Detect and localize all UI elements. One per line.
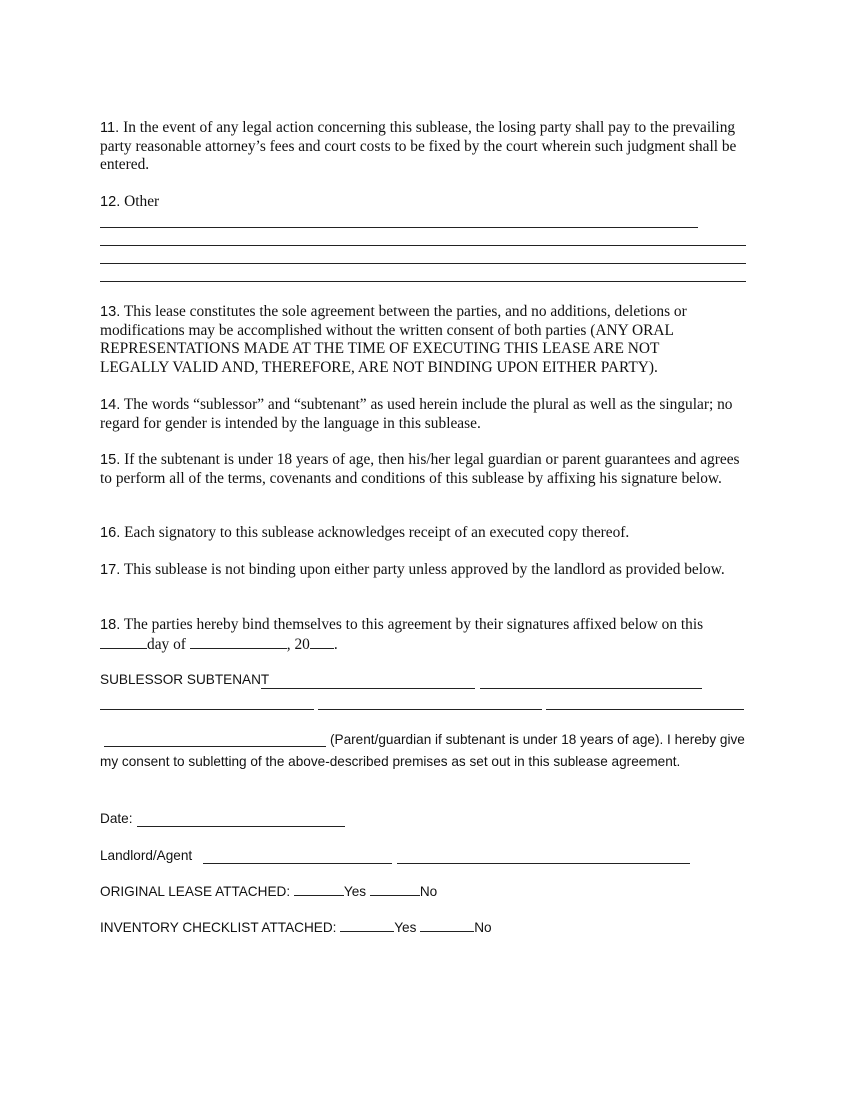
guardian-text: (Parent/guardian if subtenant is under 18 years of age). I hereby give my consent to subletting of the above-described premises as set out in this sublease agreement. — [100, 732, 745, 769]
clause-13 — [100, 303, 730, 377]
other-line-3[interactable] — [100, 263, 746, 264]
subtenant-signature-line[interactable] — [480, 688, 702, 689]
no-label: No — [419, 884, 438, 899]
signature-line-3[interactable] — [546, 709, 744, 710]
clause-text: Other — [120, 193, 160, 210]
clause-number: 18. — [100, 617, 121, 633]
no-label: No — [474, 920, 492, 935]
inventory-no-blank[interactable] — [420, 918, 474, 932]
day-of-text: day of — [147, 636, 186, 653]
clause-14 — [100, 396, 760, 433]
clause-text: If the subtenant is under 18 years of age, then his/her legal guardian or parent guarantees and agrees to perform all of the terms, covenants and conditions of this sublease by affixing his signature below. — [100, 451, 740, 487]
clause-11 — [100, 119, 760, 175]
clause-18 — [100, 616, 760, 635]
landlord-label: Landlord/Agent — [100, 848, 193, 863]
signature-line-1[interactable] — [100, 709, 314, 710]
original-lease-no-blank[interactable] — [370, 882, 420, 896]
clause-number: 14. — [100, 397, 121, 413]
clause-16 — [100, 524, 760, 543]
clause-17 — [100, 561, 760, 580]
sublessor-subtenant-label: SUBLESSOR SUBTENANT — [100, 672, 270, 687]
original-lease-label: ORIGINAL LEASE ATTACHED: — [100, 884, 291, 899]
clause-18-date-line — [100, 635, 760, 655]
yes-label: Yes — [343, 884, 367, 899]
landlord-name-line[interactable] — [397, 863, 690, 864]
clause-text: This sublease is not binding upon either party unless approved by the landlord as provided below. — [120, 561, 725, 578]
signature-line-2[interactable] — [318, 709, 542, 710]
clause-number: 16. — [100, 525, 121, 541]
clause-text: The parties hereby bind themselves to this agreement by their signatures affixed below on this — [120, 616, 704, 633]
guardian-consent — [100, 729, 752, 773]
date-label: Date: — [100, 811, 133, 826]
other-line-4[interactable] — [100, 281, 746, 282]
clause-number: 17. — [100, 562, 121, 578]
inventory-row — [100, 917, 760, 939]
landlord-signature-line[interactable] — [203, 863, 392, 864]
clause-number: 12. — [100, 194, 121, 210]
year-prefix-text: , 20 — [286, 636, 310, 653]
inventory-yes-blank[interactable] — [340, 918, 394, 932]
year-blank[interactable] — [310, 635, 334, 649]
date-line[interactable] — [137, 826, 345, 827]
clause-12 — [100, 193, 760, 212]
inventory-label: INVENTORY CHECKLIST ATTACHED: — [100, 920, 337, 935]
other-line-2[interactable] — [100, 245, 746, 246]
other-line-1[interactable] — [100, 227, 698, 228]
clause-15 — [100, 451, 750, 488]
original-lease-yes-blank[interactable] — [294, 882, 344, 896]
month-blank[interactable] — [190, 635, 287, 649]
clause-number: 11. — [100, 120, 120, 136]
clause-text: Each signatory to this sublease acknowledges receipt of an executed copy thereof. — [120, 524, 630, 541]
original-lease-row — [100, 881, 760, 903]
day-blank[interactable] — [100, 635, 147, 649]
clause-text: This lease constitutes the sole agreement between the parties, and no additions, deletions or modifications may be accomplished without the written consent of both parties (ANY ORAL REPRESENTATIONS MADE AT THE TIME OF EXECUTING THIS LEASE ARE NOT LEGALLY VALID AND, THEREFORE, ARE NOT BINDING UPON EITHER PARTY). — [100, 303, 687, 376]
sublessor-signature-line[interactable] — [261, 688, 475, 689]
clause-number: 15. — [100, 452, 121, 468]
yes-label: Yes — [394, 920, 417, 935]
clause-text: In the event of any legal action concerning this sublease, the losing party shall pay to the prevailing party reasonable attorney’s fees and court costs to be fixed by the court wherein such judgment shall be entered. — [100, 119, 737, 174]
clause-number: 13. — [100, 304, 121, 320]
period-text: . — [333, 636, 338, 653]
clause-text: The words “sublessor” and “subtenant” as used herein include the plural as well as the singular; no regard for gender is intended by the language in this sublease. — [100, 396, 733, 432]
